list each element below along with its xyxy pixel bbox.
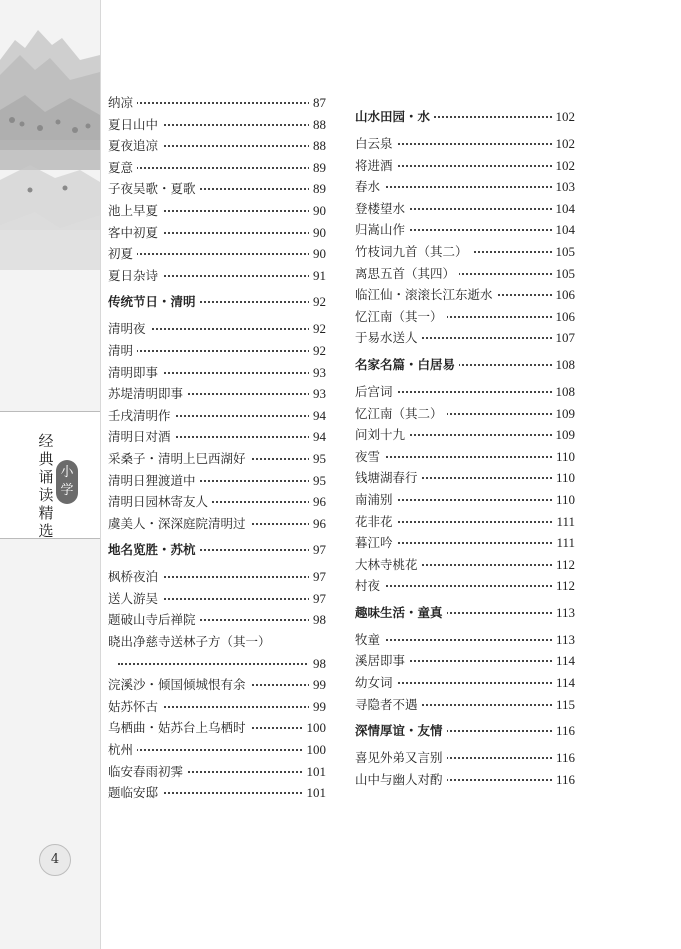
toc-page-number: 92 [309,286,326,318]
toc-page-number: 99 [309,696,326,718]
toc-page-number: 98 [309,609,326,631]
toc-title: 名家名篇・白居易 [355,349,459,381]
toc-title: 寻隐者不遇 [355,694,422,716]
toc-title: 后宫词 [355,381,397,403]
toc-title: 夏意 [108,157,137,179]
toc-page-number: 97 [309,566,326,588]
toc-entry [108,135,326,157]
toc-entry [108,609,326,631]
grade-badge: 小 学 [56,460,78,504]
toc-entry [355,554,575,576]
toc-page-number: 88 [309,114,326,136]
toc-entry [355,155,575,177]
toc-section-heading [355,715,575,747]
toc-title: 将进酒 [355,155,397,177]
toc-title: 题破山寺后禅院 [108,609,200,631]
toc-entry [108,513,326,535]
toc-title: 喜见外弟又言别 [355,747,447,769]
toc-page-number: 90 [309,222,326,244]
toc-page-number: 112 [552,575,575,597]
toc-entry [355,284,575,306]
toc-page-number: 101 [303,761,327,783]
toc-page-number: 87 [309,92,326,114]
toc-entry [355,219,575,241]
toc-section-heading [355,349,575,381]
toc-entry [108,491,326,513]
toc-title: 趣味生活・童真 [355,597,447,629]
toc-page-number: 109 [552,424,576,446]
toc-entry [355,489,575,511]
toc-title: 枫桥夜泊 [108,566,162,588]
toc-title: 纳凉 [108,92,137,114]
toc-title: 暮江吟 [355,532,397,554]
toc-title: 清明夜 [108,318,150,340]
toc-page-number: 96 [309,491,326,513]
leader-dots [108,749,326,751]
toc-title: 溪居即事 [355,650,409,672]
toc-page-number: 102 [552,133,576,155]
toc-title: 花非花 [355,511,397,533]
toc-title: 南浦别 [355,489,397,511]
toc-page-number: 116 [552,769,575,791]
toc-page-number: 96 [309,513,326,535]
toc-entry [355,133,575,155]
toc-title: 子夜吴歌・夏歌 [108,178,200,200]
toc-entry [108,588,326,610]
toc-title: 牧童 [355,629,384,651]
toc-entry [108,631,326,653]
toc-title: 姑苏怀古 [108,696,162,718]
toc-page-number: 108 [552,349,576,381]
toc-entry [355,511,575,533]
toc-page-number: 115 [552,694,575,716]
toc-title: 夜雪 [355,446,384,468]
toc-entry [355,403,575,425]
toc-entry [108,383,326,405]
toc-title: 大林寺桃花 [355,554,422,576]
toc-entry [108,200,326,222]
toc-page-number: 110 [552,446,575,468]
toc-page-number: 99 [309,674,326,696]
toc-page-number: 114 [552,672,575,694]
leader-dots [108,350,326,352]
toc-title: 虞美人・深深庭院清明过 [108,513,250,535]
toc-title: 忆江南（其二） [355,403,447,425]
toc-page-number: 88 [309,135,326,157]
toc-title: 白云泉 [355,133,397,155]
toc-entry [108,426,326,448]
toc-title: 村夜 [355,575,384,597]
toc-page-number: 92 [309,340,326,362]
toc-page-number: 93 [309,362,326,384]
toc-entry [108,157,326,179]
toc-entry [108,318,326,340]
leader-dots [118,663,326,665]
toc-entry [355,467,575,489]
toc-entry [355,446,575,468]
toc-entry [108,243,326,265]
toc-title: 传统节日・清明 [108,286,200,318]
toc-title: 杭州 [108,739,137,761]
toc-entry [108,340,326,362]
toc-title: 清明 [108,340,137,362]
toc-page-number: 94 [309,426,326,448]
toc-page-number: 97 [309,534,326,566]
toc-page-number: 105 [552,241,576,263]
toc-page-number: 95 [309,448,326,470]
toc-entry [108,717,326,739]
toc-title: 客中初夏 [108,222,162,244]
toc-entry [355,532,575,554]
toc-page-number: 90 [309,200,326,222]
toc-page-number: 98 [309,653,326,675]
toc-title: 山水田园・水 [355,101,434,133]
toc-title: 深情厚谊・友情 [355,715,447,747]
toc-entry [108,674,326,696]
toc-page-number: 104 [552,198,576,220]
toc-section-heading [108,534,326,566]
toc-title: 钱塘湖春行 [355,467,422,489]
toc-entry [355,629,575,651]
toc-page-number: 89 [309,157,326,179]
toc-page-number: 95 [309,470,326,492]
toc-title: 忆江南（其一） [355,306,447,328]
toc-page-number: 103 [552,176,576,198]
toc-entry [108,448,326,470]
series-title: 经 典 诵 读 精 选 [38,432,54,540]
toc-title: 地名览胜・苏杭 [108,534,200,566]
toc-title: 清明即事 [108,362,162,384]
toc-entry [108,405,326,427]
toc-page-number: 106 [552,284,576,306]
toc-title: 乌栖曲・姑苏台上乌栖时 [108,717,250,739]
toc-entry [355,241,575,263]
toc-title: 夏日山中 [108,114,162,136]
toc-page-number: 89 [309,178,326,200]
sidebar [0,0,101,949]
toc-page-number: 113 [552,629,575,651]
leader-dots [355,585,575,587]
toc-section-heading [108,286,326,318]
toc-left-column [108,92,326,804]
toc-entry [108,696,326,718]
toc-entry [108,782,326,804]
toc-page-number: 102 [552,155,576,177]
toc-entry [355,575,575,597]
toc-page-number: 100 [303,739,327,761]
toc-entry [355,672,575,694]
toc-entry [355,263,575,285]
toc-entry [355,650,575,672]
leader-dots [108,167,326,169]
toc-entry [108,265,326,287]
toc-page-number: 102 [552,101,576,133]
toc-section-heading [355,101,575,133]
toc-entry [108,653,326,675]
toc-page-number: 111 [552,532,575,554]
toc-title: 临江仙・滚滚长江东逝水 [355,284,497,306]
toc-entry [108,178,326,200]
toc-entry [355,198,575,220]
toc-title: 夏日杂诗 [108,265,162,287]
toc-entry [108,362,326,384]
toc-page-number: 93 [309,383,326,405]
toc-entry [355,327,575,349]
toc-entry [108,566,326,588]
toc-entry [108,470,326,492]
leader-dots [355,186,575,188]
toc-page-number: 111 [552,511,575,533]
toc-entry [355,769,575,791]
toc-entry [355,747,575,769]
leader-dots [108,102,326,104]
toc-page-number: 100 [303,717,327,739]
toc-page-number: 109 [552,403,576,425]
toc-page-number: 91 [309,265,326,287]
toc-title: 晓出净慈寺送林子方（其一） [108,631,275,653]
toc-title: 山中与幽人对酌 [355,769,447,791]
toc-title: 于易水送人 [355,327,422,349]
toc-right-column [355,101,575,790]
toc-title: 清明日狸渡道中 [108,470,200,492]
leader-dots [355,456,575,458]
toc-page-number: 104 [552,219,576,241]
toc-page-number: 90 [309,243,326,265]
series-label-box [0,411,100,539]
toc-title: 壬戌清明作 [108,405,175,427]
toc-entry [355,176,575,198]
toc-section-heading [355,597,575,629]
toc-page-number: 112 [552,554,575,576]
toc-page-number: 94 [309,405,326,427]
toc-entry [355,694,575,716]
toc-entry [108,739,326,761]
toc-page-number: 116 [552,747,575,769]
toc-title: 初夏 [108,243,137,265]
toc-title: 登楼望水 [355,198,409,220]
toc-page-number: 116 [552,715,575,747]
toc-entry [355,306,575,328]
toc-page-number: 101 [303,782,327,804]
toc-page-number: 114 [552,650,575,672]
toc-page-number: 110 [552,489,575,511]
toc-title: 清明日园林寄友人 [108,491,212,513]
toc-title: 清明日对酒 [108,426,175,448]
toc-title: 春水 [355,176,384,198]
toc-page-number: 113 [552,597,575,629]
toc-entry [108,92,326,114]
toc-page-number: 92 [309,318,326,340]
toc-title: 苏堤清明即事 [108,383,187,405]
toc-page-number: 110 [552,467,575,489]
toc-title: 幼女词 [355,672,397,694]
toc-entry [108,761,326,783]
toc-title: 临安春雨初霁 [108,761,187,783]
leader-dots [355,639,575,641]
toc-title: 池上早夏 [108,200,162,222]
toc-title: 题临安邸 [108,782,162,804]
toc-title: 归嵩山作 [355,219,409,241]
toc-title: 竹枝词九首（其二） [355,241,472,263]
toc-page-number: 105 [552,263,576,285]
toc-page-number: 106 [552,306,576,328]
mountain-landscape-illustration [0,0,100,300]
toc-entry [108,222,326,244]
toc-title: 浣溪沙・倾国倾城恨有余 [108,674,250,696]
toc-title: 问刘十九 [355,424,409,446]
page-number: 4 [39,844,71,876]
toc-entry [355,424,575,446]
toc-entry [108,114,326,136]
toc-title: 夏夜追凉 [108,135,162,157]
toc-title: 送人游吴 [108,588,162,610]
toc-title: 离思五首（其四） [355,263,459,285]
toc-page-number: 97 [309,588,326,610]
toc-entry [355,381,575,403]
toc-title: 采桑子・清明上巳西湖好 [108,448,250,470]
toc-page-number: 107 [552,327,576,349]
toc-page-number: 108 [552,381,576,403]
leader-dots [108,253,326,255]
